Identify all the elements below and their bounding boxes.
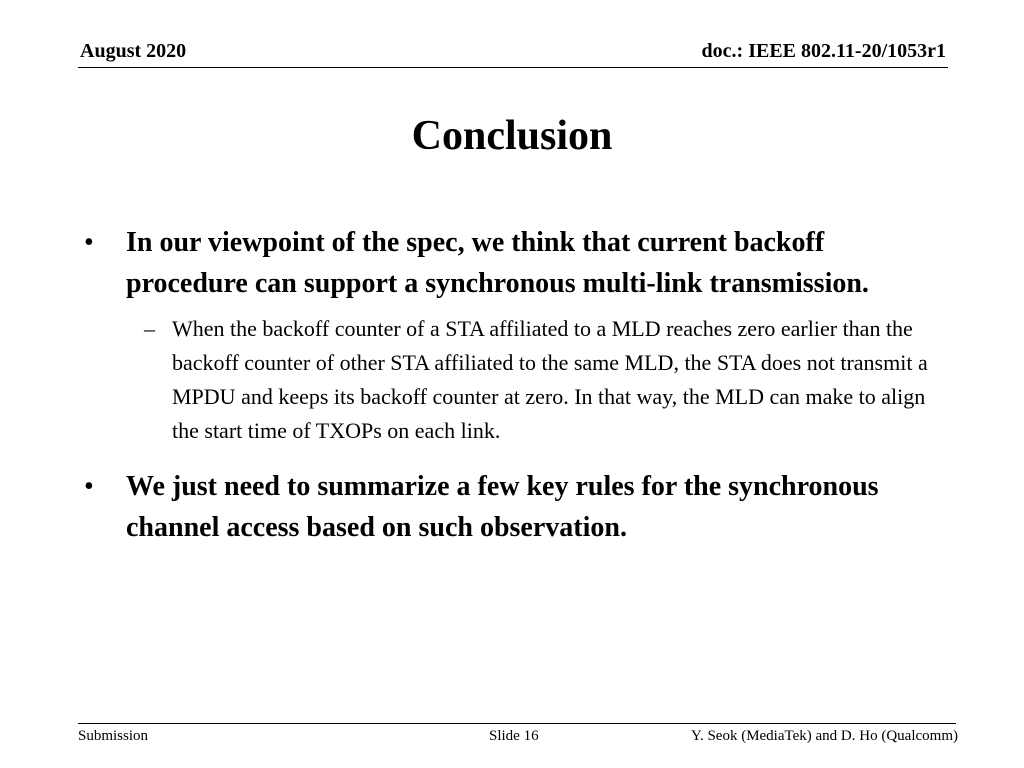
sub-bullet-item (84, 312, 932, 448)
footer-submission: Submission (78, 728, 149, 744)
footer-divider (78, 723, 956, 724)
bullet-text: In our viewpoint of the spec, we think that current backoff procedure can support a synchronous multi-link transmission. (126, 227, 869, 299)
bullet-item (84, 222, 944, 304)
bullet-icon: • (84, 227, 94, 258)
header-doc-id: doc.: IEEE 802.11-20/1053r1 (701, 40, 946, 62)
footer-authors: Y. Seok (MediaTek) and D. Ho (Qualcomm) (691, 728, 958, 744)
bullet-item (84, 466, 944, 548)
header-divider (78, 67, 948, 68)
slide-body (84, 222, 944, 548)
sub-bullet-text: When the backoff counter of a STA affiliated to a MLD reaches zero earlier than the backoff counter of other STA affiliated to the same MLD, the STA does not transmit a MPDU and keeps its backoff counter at zero. In that way, the MLD can make to align the start time of TXOPs on each link. (172, 316, 928, 443)
bullet-text: We just need to summarize a few key rules for the synchronous channel access based on such observation. (126, 471, 879, 543)
footer-slide-number: Slide 16 (489, 728, 539, 744)
bullet-icon: • (84, 471, 94, 502)
header-date: August 2020 (80, 40, 187, 62)
slide-title: Conclusion (411, 113, 613, 159)
dash-icon: – (144, 316, 155, 341)
